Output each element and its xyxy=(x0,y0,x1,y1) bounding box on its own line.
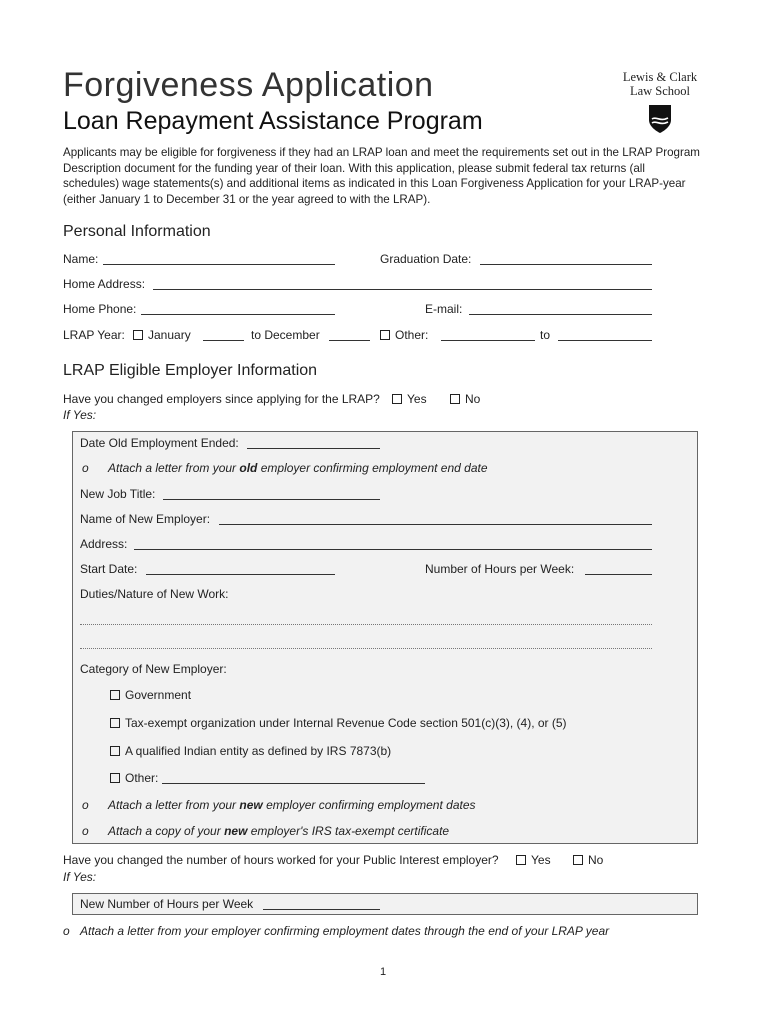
december-year-field[interactable] xyxy=(329,340,370,341)
form-subtitle: Loan Repayment Assistance Program xyxy=(63,107,483,135)
email-field[interactable] xyxy=(469,314,652,315)
no-label: No xyxy=(465,392,481,406)
changed-employers-no[interactable] xyxy=(450,392,480,406)
other-label: Other: xyxy=(395,328,429,342)
duties-label: Duties/Nature of New Work: xyxy=(80,587,229,601)
checkbox-icon[interactable] xyxy=(110,746,120,756)
email-label: E-mail: xyxy=(425,302,463,316)
checkbox-icon[interactable] xyxy=(450,394,460,404)
category-other-field[interactable] xyxy=(162,783,425,784)
bullet: o xyxy=(82,461,89,475)
new-hours-label: New Number of Hours per Week xyxy=(80,897,254,911)
attach-new-letter-note: Attach a letter from your new employer confirming employment dates xyxy=(108,798,476,812)
changed-hours-question: Have you changed the number of hours worked for your Public Interest employer? xyxy=(63,853,499,867)
name-label: Name: xyxy=(63,252,99,266)
hours-per-week-field[interactable] xyxy=(585,574,652,575)
name-field[interactable] xyxy=(103,264,335,265)
bullet: o xyxy=(82,798,89,812)
bullet: o xyxy=(63,924,70,938)
school-logo xyxy=(610,70,710,134)
category-label: Category of New Employer: xyxy=(80,662,227,676)
new-hours-field[interactable] xyxy=(263,909,380,910)
lrap-year-other-option[interactable] xyxy=(380,328,428,342)
lrap-year-january-option[interactable] xyxy=(133,328,191,342)
january-label: January xyxy=(148,328,191,342)
new-job-title-field[interactable] xyxy=(163,499,380,500)
duties-line-1[interactable] xyxy=(80,624,652,625)
to-label: to xyxy=(540,328,551,342)
checkbox-icon[interactable] xyxy=(573,855,583,865)
date-old-ended-label: Date Old Employment Ended: xyxy=(80,436,239,450)
graduation-date-field[interactable] xyxy=(480,264,652,265)
to-december-label: to December xyxy=(251,328,320,342)
category-other-option[interactable]: Other: xyxy=(110,771,158,785)
home-address-field[interactable] xyxy=(153,289,652,290)
new-job-title-label: New Job Title: xyxy=(80,487,156,501)
attach-hours-letter-note: Attach a letter from your employer confirming employment dates through the end of your LRAP year xyxy=(80,924,610,938)
logo-text-line1: Lewis & Clark xyxy=(622,70,698,84)
if-yes-label: If Yes: xyxy=(63,870,97,884)
personal-info-heading: Personal Information xyxy=(63,223,211,240)
start-date-label: Start Date: xyxy=(80,562,138,576)
other-to-field[interactable] xyxy=(558,340,652,341)
new-employer-name-field[interactable] xyxy=(219,524,652,525)
attach-old-letter-note: Attach a letter from your old employer confirming employment end date xyxy=(108,461,488,475)
checkbox-icon[interactable] xyxy=(392,394,402,404)
checkbox-icon[interactable] xyxy=(110,718,120,728)
new-employer-name-label: Name of New Employer: xyxy=(80,512,211,526)
changed-employers-question: Have you changed employers since applying for the LRAP? xyxy=(63,392,380,406)
other-from-field[interactable] xyxy=(441,340,535,341)
checkbox-icon[interactable] xyxy=(516,855,526,865)
address-field[interactable] xyxy=(134,549,652,550)
changed-employers-yes[interactable] xyxy=(392,392,427,406)
yes-label: Yes xyxy=(407,392,427,406)
january-year-field[interactable] xyxy=(203,340,244,341)
if-yes-label: If Yes: xyxy=(63,408,97,422)
duties-line-2[interactable] xyxy=(80,648,652,649)
home-phone-field[interactable] xyxy=(141,314,335,315)
lrap-year-label: LRAP Year: xyxy=(63,328,125,342)
checkbox-icon[interactable] xyxy=(380,330,390,340)
category-tax-exempt-option[interactable]: Tax-exempt organization under Internal Revenue Code section 501(c)(3), (4), or (5) xyxy=(110,716,567,730)
checkbox-icon[interactable] xyxy=(110,773,120,783)
start-date-field[interactable] xyxy=(146,574,335,575)
page-number: 1 xyxy=(380,966,387,978)
checkbox-icon[interactable] xyxy=(110,690,120,700)
attach-tax-certificate-note: Attach a copy of your new employer's IRS tax-exempt certificate xyxy=(108,824,450,838)
home-address-label: Home Address: xyxy=(63,277,146,291)
checkbox-icon[interactable] xyxy=(133,330,143,340)
address-label: Address: xyxy=(80,537,128,551)
home-phone-label: Home Phone: xyxy=(63,302,137,316)
logo-text-line2: Law School xyxy=(629,84,691,98)
graduation-date-label: Graduation Date: xyxy=(380,252,472,266)
category-indian-entity-option[interactable]: A qualified Indian entity as defined by IRS 7873(b) xyxy=(110,744,391,758)
category-government-option[interactable]: Government xyxy=(110,688,191,702)
changed-hours-yes[interactable]: Yes xyxy=(516,853,551,867)
shield-icon xyxy=(648,104,672,134)
bullet: o xyxy=(82,824,89,838)
hours-per-week-label: Number of Hours per Week: xyxy=(425,562,575,576)
employer-info-heading: LRAP Eligible Employer Information xyxy=(63,362,318,379)
date-old-ended-field[interactable] xyxy=(247,448,380,449)
intro-paragraph: Applicants may be eligible for forgiveness if they had an LRAP loan and meet the requirements set out in the LRAP Program Description document for the funding year of their loan. With this application, please submit federal tax returns (all schedules) wage statements(s) and additional items as indicated in this Loan Forgiveness Application for your LRAP-year (either January 1 to December 31 or the year agreed to with the LRAP). xyxy=(63,146,700,206)
changed-hours-no[interactable]: No xyxy=(573,853,603,867)
form-title: Forgiveness Application xyxy=(63,66,434,104)
